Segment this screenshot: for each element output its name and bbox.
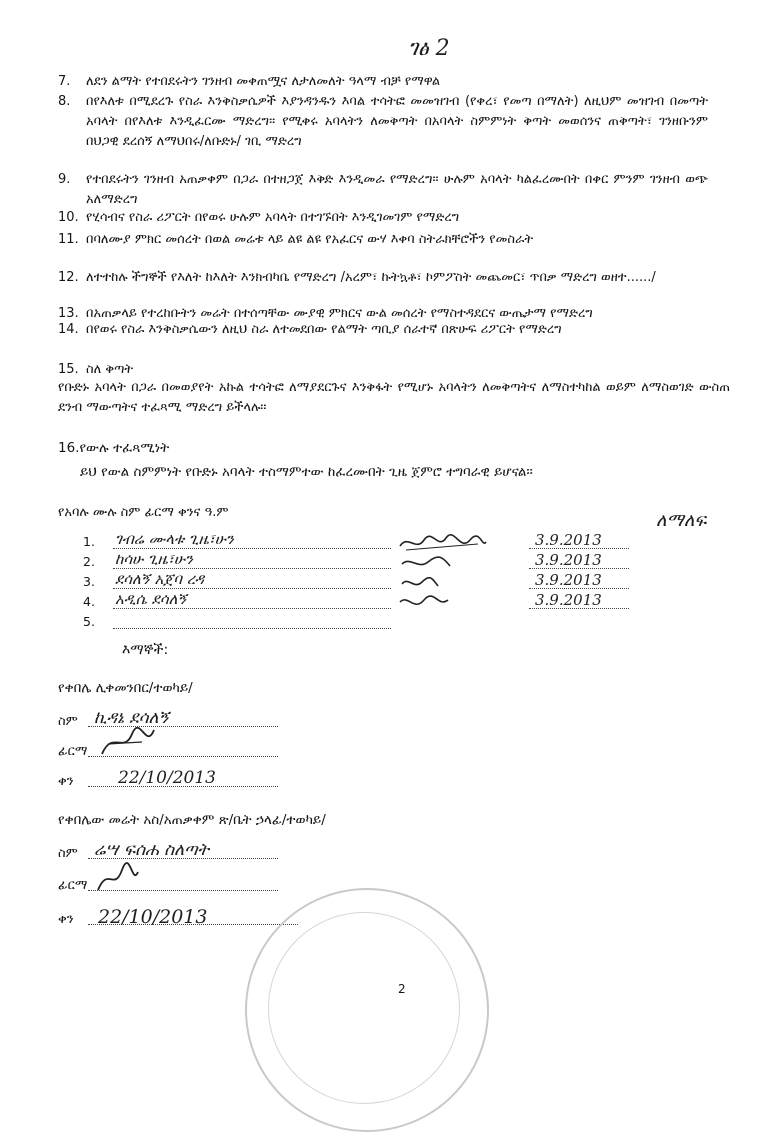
- signatory-date: 3.9.2013: [535, 571, 602, 589]
- list-item: 10. የሂሳብና የስራ ሪፖርት በየወሩ ሁሉም አባላት በተገኙበት እንዲገመገም የማድረግ: [58, 210, 460, 225]
- list-item: 12. ለተተከሉ ችግኞች የእለት ከእለት እንክብካቤ የማድረግ /አረም፣ ኩትኳቶ፣ ኮምፖስት መጨመር፣ ጥበቃ ማድረግ ወዘተ....../: [58, 270, 656, 285]
- receiver1-name-field: ስም ኪዳኔ ደሳለኝ: [58, 708, 278, 734]
- list-item: 8. በየእለቱ በሚደረጉ የስራ እንቅስቃሴዎች እያንዳንዱን እባል ተሳትፎ መመዝገብ (የቀረ፣ የመጣ በማለት) ለዚህም መዝገብ በመጣት አባላት በየእለቱ እንዲፈርሙ ማድረግ፡፡ የሚቀሩ አባላትን ለመቅጣት በአባላት ስምምነት ቅጣት መወሰንና ጠቅጣት፣ ገንዘቡንም በህጋዊ ደረሰኝ ለማህበሩ/ለቡድኑ/ ገቢ ማድረግ: [58, 94, 708, 149]
- list-item: 7. ለደን ልማት የተበደሩትን ገንዘብ መቀጠሟና ለታለመለት ዓላማ ብቻ የማዋል: [58, 74, 441, 89]
- signatory-row: 5.: [83, 612, 683, 632]
- receiver2-name: ሬሣ ፍሰሐ ስለጣት: [94, 840, 210, 860]
- receiver2-name-field: ስም ሬሣ ፍሰሐ ስለጣት: [58, 840, 278, 866]
- signatory-row: 1. ገብሬ ሙላቱ ጊዜ፣ሁን 3.9.2013: [83, 532, 683, 552]
- receiver1-date: 22/10/2013: [118, 768, 216, 788]
- section-16-text: ይህ የውል ስምምነት የቡድኑ አባላት ተስማምተው ከፈረሙበት ጊዜ ጀምሮ ተግባራዊ ይሆናል፡፡: [80, 464, 533, 480]
- handwritten-page-mark: ገፅ 2: [408, 36, 450, 61]
- list-item: 11. በባለሙያ ምክር መሰረት በወል መሬቱ ላይ ልዩ ልዩ የአፈርና ውሃ እቀባ ስትራክቸሮችን የመስራት: [58, 232, 534, 247]
- signatory-row: 2. ከሳሁ ጊዜ፣ሁን 3.9.2013: [83, 552, 683, 572]
- signatory-row: 3. ደሳለኝ አጀባ ረዳ 3.9.2013: [83, 572, 683, 592]
- receiver1-title: የቀበሌ ሊቀመንበር/ተወካይ/: [58, 680, 193, 696]
- receiver2-signature: [92, 862, 142, 896]
- margin-note: ለማለፍ: [656, 510, 707, 531]
- receiver2-title: የቀበሌው መሬት አስ/አጠቃቀም ጽ/ቤት ኃላፊ/ተወካይ/: [58, 812, 326, 828]
- receiver2-signature-field: ፊርማ: [58, 872, 278, 898]
- list-item: 13. በአጠቃላይ የተረከቡትን መሬት በተሰጣቸው ሙያዊ ምክርና ውል መሰረት የማስተዳደርና ውጤታማ የማድረግ: [58, 306, 593, 321]
- signature-scribble: [398, 592, 488, 614]
- penalty-paragraph: የቡድኑ አባላት በጋራ በመወያየት አኩል ተሳትፎ ለማያደርጉና እንቅፋት የሚሆኑ አባላትን ለመቅጣትና ለማስተካከል ወይም ለማስወገድ ውስጠ ደንብ ማውጣትና ተፈጻሚ ማድረግ ይችላሉ፡፡: [58, 380, 730, 415]
- signatory-date: 3.9.2013: [535, 591, 602, 609]
- list-item: 9. የተበደሩትን ገንዘብ አጠቃቀም በጋራ በተዘጋጀ እቅድ እንዲመራ የማድረግ፡፡ ሁሉም አባላት ካልፈረሙበት በቀር ምንም ገንዘብ ወጭ አለማድረግ: [58, 172, 708, 207]
- witnesses-heading: እማኞች:: [122, 642, 169, 658]
- signature-scribble: [398, 552, 488, 574]
- signatory-name: ገብሬ ሙላቱ ጊዜ፣ሁን: [115, 530, 234, 548]
- receiver1-date-field: ቀን 22/10/2013: [58, 768, 278, 794]
- signatory-row: 4. አዲሴ ደሳለኝ 3.9.2013: [83, 592, 683, 612]
- receiver1-signature-field: ፊርማ: [58, 738, 278, 764]
- signature-scribble: [398, 572, 488, 594]
- signatory-name: ደሳለኝ አጀባ ረዳ: [115, 570, 205, 588]
- section-16-heading: 16.የውሉ ተፈጻሚነት: [58, 440, 170, 456]
- receiver2-date-field: ቀን 22/10/2013: [58, 906, 298, 932]
- signatory-name: አዲሴ ደሳለኝ: [115, 590, 187, 608]
- list-item: 15. ስለ ቅጣት: [58, 362, 134, 377]
- signature-scribble: [398, 532, 488, 554]
- receiver1-signature: [98, 724, 158, 764]
- official-stamp-inner-ring: [268, 912, 460, 1104]
- page-number: 2: [398, 982, 406, 996]
- list-item: 14. በየወሩ የስራ እንቅስቃሴውን ለዚህ ስራ ለተመደበው የልማት ጣቢያ ሰራተኛ በጽሁፍ ሪፖርት የማድረግ: [58, 322, 562, 337]
- signatory-name: ከሳሁ ጊዜ፣ሁን: [115, 550, 193, 568]
- receiver2-date: 22/10/2013: [98, 906, 208, 928]
- signatories-heading: የአባሉ ሙሉ ስም ፊርማ ቀንና ዓ.ም: [58, 505, 229, 520]
- signatory-date: 3.9.2013: [535, 551, 602, 569]
- signatory-date: 3.9.2013: [535, 531, 602, 549]
- receiver1-name: ኪዳኔ ደሳለኝ: [94, 708, 169, 728]
